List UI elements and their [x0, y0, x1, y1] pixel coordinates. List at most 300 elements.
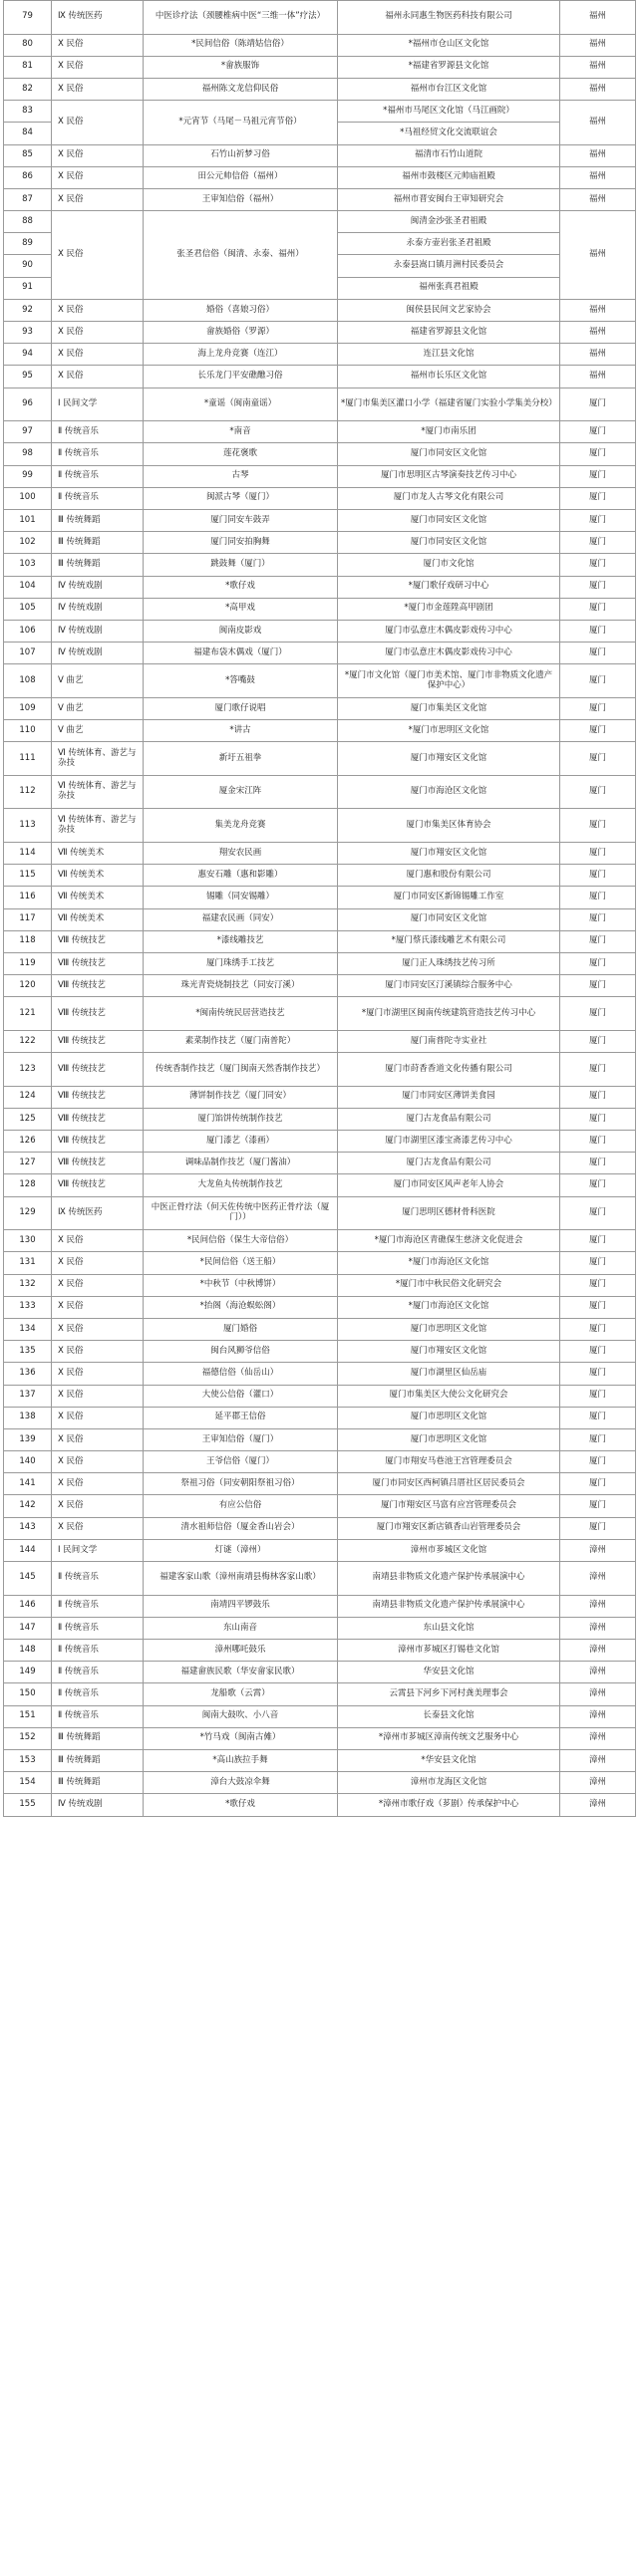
- cell-unit: *厦门市文化馆（厦门市美术馆、厦门市非物质文化遗产保护中心）: [338, 664, 560, 698]
- cell-name: 厦门同安车鼓弄: [144, 509, 338, 531]
- cell-unit: 永泰县嵩口镇月洲村民委员会: [338, 255, 560, 277]
- table-row: [4, 1683, 636, 1705]
- cell-area: 福州: [560, 366, 636, 387]
- cell-area: 厦门: [560, 421, 636, 443]
- cell-name: 薄饼制作技艺（厦门同安）: [144, 1086, 338, 1108]
- cell-area: 厦门: [560, 1086, 636, 1108]
- cell-unit: 福建省罗源县文化馆: [338, 322, 560, 344]
- cell-num: 111: [4, 742, 52, 776]
- cell-cat: Ⅹ 民俗: [52, 1407, 144, 1428]
- cell-cat: Ⅱ 传统音乐: [52, 1705, 144, 1727]
- cell-cat: Ⅹ 民俗: [52, 1451, 144, 1473]
- table-row: [4, 1772, 636, 1794]
- cell-unit: 厦门市同安区汀溪镇综合服务中心: [338, 975, 560, 997]
- cell-cat: Ⅹ 民俗: [52, 1252, 144, 1274]
- cell-unit: *厦门市海沧区文化馆: [338, 1296, 560, 1318]
- cell-area: 厦门: [560, 620, 636, 642]
- table-row: [4, 664, 636, 698]
- cell-name: *答嘴鼓: [144, 664, 338, 698]
- cell-unit: *厦门市湖里区闽南传统建筑营造技艺传习中心: [338, 997, 560, 1031]
- cell-unit: 厦门市文化馆: [338, 554, 560, 576]
- table-row: [4, 1053, 636, 1087]
- table-row: [4, 1086, 636, 1108]
- cell-name: 中医正骨疗法（何天佐传统中医药正骨疗法（厦门））: [144, 1196, 338, 1230]
- cell-num: 153: [4, 1749, 52, 1771]
- cell-unit: 厦门惠和股份有限公司: [338, 865, 560, 887]
- cell-name: 调味品制作技艺（厦门酱油）: [144, 1153, 338, 1174]
- cell-num: 118: [4, 930, 52, 952]
- table-row: [4, 1407, 636, 1428]
- table-row: [4, 78, 636, 100]
- cell-unit: 福州市晋安闽台王审知研究会: [338, 188, 560, 210]
- cell-name: 田公元帅信俗（福州）: [144, 166, 338, 188]
- cell-area: 漳州: [560, 1683, 636, 1705]
- table-row: [4, 620, 636, 642]
- cell-name: 厦门同安拍胸舞: [144, 532, 338, 554]
- cell-name: 翔安农民画: [144, 843, 338, 865]
- cell-unit: 云霄县下河乡下河村龚美理事会: [338, 1683, 560, 1705]
- table-row: [4, 487, 636, 509]
- table-row: [4, 1318, 636, 1340]
- cell-area: 厦门: [560, 865, 636, 887]
- table-row: [4, 1428, 636, 1450]
- cell-name: 厦门婚俗: [144, 1318, 338, 1340]
- cell-cat: Ⅹ 民俗: [52, 1363, 144, 1385]
- cell-unit: 南靖县非物质文化遗产保护传承展演中心: [338, 1562, 560, 1596]
- cell-name: 新圩五祖拳: [144, 742, 338, 776]
- cell-cat: Ⅹ 民俗: [52, 34, 144, 56]
- table-row: [4, 166, 636, 188]
- cell-num: 152: [4, 1727, 52, 1749]
- cell-unit: 厦门市集美区文化馆: [338, 697, 560, 719]
- cell-num: 115: [4, 865, 52, 887]
- cell-num: 110: [4, 720, 52, 742]
- table-row: [4, 144, 636, 166]
- cell-num: 101: [4, 509, 52, 531]
- cell-unit: 厦门市思明区文化馆: [338, 1428, 560, 1450]
- cell-num: 86: [4, 166, 52, 188]
- table-row: [4, 775, 636, 809]
- cell-area: 厦门: [560, 1407, 636, 1428]
- cell-area: 福州: [560, 211, 636, 300]
- cell-cat: Ⅹ 民俗: [52, 1428, 144, 1450]
- cell-unit: *福建省罗源县文化馆: [338, 56, 560, 78]
- cell-area: 厦门: [560, 720, 636, 742]
- table-row: [4, 952, 636, 974]
- cell-unit: 福州永同惠生物医药科技有限公司: [338, 1, 560, 35]
- cell-num: 128: [4, 1174, 52, 1196]
- cell-unit: 厦门市翔安区马富有应宫管理委员会: [338, 1495, 560, 1517]
- cell-area: 漳州: [560, 1705, 636, 1727]
- cell-num: 98: [4, 443, 52, 465]
- table-row: [4, 1252, 636, 1274]
- cell-name: 素菜制作技艺（厦门南普陀）: [144, 1030, 338, 1052]
- cell-name: 福建农民画（同安）: [144, 908, 338, 930]
- cell-num: 99: [4, 465, 52, 487]
- cell-unit: *厦门市集美区灌口小学（福建省厦门实验小学集美分校）: [338, 387, 560, 421]
- cell-unit: *福州市马尾区文化馆（马江画院）: [338, 101, 560, 123]
- cell-unit: *厦门市金莲陞高甲剧团: [338, 598, 560, 620]
- cell-cat: Ⅶ 传统美术: [52, 865, 144, 887]
- cell-num: 92: [4, 299, 52, 321]
- cell-area: 厦门: [560, 1473, 636, 1495]
- cell-cat: Ⅸ 传统医药: [52, 1196, 144, 1230]
- cell-unit: 厦门市翔安区文化馆: [338, 742, 560, 776]
- table-row: [4, 1640, 636, 1662]
- cell-unit: *厦门蔡氏漆线雕艺术有限公司: [338, 930, 560, 952]
- cell-area: 厦门: [560, 1153, 636, 1174]
- cell-unit: 福州市长乐区文化馆: [338, 366, 560, 387]
- cell-name: 海上龙舟竞赛（连江）: [144, 344, 338, 366]
- cell-num: 150: [4, 1683, 52, 1705]
- cell-num: 131: [4, 1252, 52, 1274]
- cell-num: 117: [4, 908, 52, 930]
- table-row: [4, 1363, 636, 1385]
- cell-unit: 厦门市同安区西柯镇吕厝社区居民委员会: [338, 1473, 560, 1495]
- cell-name: 南靖四平锣鼓乐: [144, 1595, 338, 1617]
- table-row: [4, 1473, 636, 1495]
- cell-name: 延平郡王信俗: [144, 1407, 338, 1428]
- table-row: [4, 509, 636, 531]
- cell-num: 124: [4, 1086, 52, 1108]
- cell-num: 145: [4, 1562, 52, 1596]
- cell-area: 福州: [560, 299, 636, 321]
- cell-name: 厦门馅饼传统制作技艺: [144, 1108, 338, 1130]
- cell-name: 大龙鱼丸传统制作技艺: [144, 1174, 338, 1196]
- cell-cat: Ⅹ 民俗: [52, 211, 144, 300]
- cell-area: 厦门: [560, 1318, 636, 1340]
- cell-cat: Ⅷ 传统技艺: [52, 997, 144, 1031]
- table-row: [4, 643, 636, 664]
- cell-area: 厦门: [560, 1230, 636, 1252]
- table-row: [4, 366, 636, 387]
- cell-name: 福建畲族民歌（华安畲家民歌）: [144, 1662, 338, 1683]
- cell-num: 132: [4, 1274, 52, 1296]
- table-row: [4, 1705, 636, 1727]
- cell-unit: 漳州市芗城区文化馆: [338, 1539, 560, 1561]
- cell-name: *竹马戏（闽南古傩）: [144, 1727, 338, 1749]
- cell-cat: Ⅷ 传统技艺: [52, 952, 144, 974]
- cell-name: 跳鼓舞（厦门）: [144, 554, 338, 576]
- cell-unit: 厦门市湖里区仙岳庙: [338, 1363, 560, 1385]
- cell-cat: Ⅱ 传统音乐: [52, 465, 144, 487]
- cell-name: 惠安石雕（惠和影雕）: [144, 865, 338, 887]
- cell-cat: Ⅹ 民俗: [52, 1230, 144, 1252]
- cell-cat: Ⅱ 传统音乐: [52, 1662, 144, 1683]
- cell-area: 厦门: [560, 1196, 636, 1230]
- table-row: [4, 576, 636, 598]
- cell-name: *闽南传统民居营造技艺: [144, 997, 338, 1031]
- cell-cat: Ⅴ 曲艺: [52, 720, 144, 742]
- cell-area: 厦门: [560, 775, 636, 809]
- cell-num: 102: [4, 532, 52, 554]
- cell-unit: 福清市石竹山道院: [338, 144, 560, 166]
- cell-unit: 厦门市集美区体育协会: [338, 809, 560, 843]
- cell-cat: Ⅲ 传统舞蹈: [52, 554, 144, 576]
- cell-unit: 厦门市翔安马巷池王宫管理委员会: [338, 1451, 560, 1473]
- cell-name: 厦门珠绣手工技艺: [144, 952, 338, 974]
- cell-num: 94: [4, 344, 52, 366]
- cell-num: 154: [4, 1772, 52, 1794]
- table-row: [4, 1230, 636, 1252]
- cell-num: 85: [4, 144, 52, 166]
- table-row: [4, 188, 636, 210]
- table-row: [4, 697, 636, 719]
- cell-num: 149: [4, 1662, 52, 1683]
- cell-cat: Ⅹ 民俗: [52, 1274, 144, 1296]
- table-row: [4, 1131, 636, 1153]
- table-row: [4, 930, 636, 952]
- cell-unit: 厦门市翔安区新店镇香山岩管理委员会: [338, 1517, 560, 1539]
- cell-num: 140: [4, 1451, 52, 1473]
- cell-cat: Ⅵ 传统体育、游艺与杂技: [52, 742, 144, 776]
- cell-unit: 厦门市同安区文化馆: [338, 443, 560, 465]
- table-row: [4, 809, 636, 843]
- cell-cat: Ⅹ 民俗: [52, 1517, 144, 1539]
- table-row: [4, 975, 636, 997]
- cell-num: 127: [4, 1153, 52, 1174]
- cell-unit: 东山县文化馆: [338, 1617, 560, 1639]
- table-row: [4, 1662, 636, 1683]
- cell-num: 107: [4, 643, 52, 664]
- table-row: [4, 1727, 636, 1749]
- cell-cat: Ⅹ 民俗: [52, 56, 144, 78]
- cell-area: 福州: [560, 344, 636, 366]
- cell-unit: 厦门南普陀寺实业社: [338, 1030, 560, 1052]
- cell-cat: Ⅶ 传统美术: [52, 908, 144, 930]
- cell-num: 155: [4, 1794, 52, 1816]
- cell-num: 121: [4, 997, 52, 1031]
- cell-area: 厦门: [560, 697, 636, 719]
- cell-area: 福州: [560, 166, 636, 188]
- cell-cat: Ⅷ 传统技艺: [52, 1053, 144, 1087]
- cell-name: 王审知信俗（厦门）: [144, 1428, 338, 1450]
- table-row: [4, 1617, 636, 1639]
- cell-num: 83: [4, 101, 52, 123]
- cell-area: 厦门: [560, 576, 636, 598]
- cell-name: *抬阁（海沧蜈蚣阁）: [144, 1296, 338, 1318]
- cell-num: 116: [4, 887, 52, 908]
- cell-unit: 长泰县文化馆: [338, 1705, 560, 1727]
- cell-name: 厦门漆艺（漆画）: [144, 1131, 338, 1153]
- cell-area: 厦门: [560, 1385, 636, 1407]
- cell-unit: *厦门市中秋民俗文化研究会: [338, 1274, 560, 1296]
- cell-cat: Ⅷ 传统技艺: [52, 1153, 144, 1174]
- table-row: [4, 1562, 636, 1596]
- cell-num: 114: [4, 843, 52, 865]
- cell-unit: 闽侯县民间文艺家协会: [338, 299, 560, 321]
- cell-cat: Ⅳ 传统戏剧: [52, 1794, 144, 1816]
- cell-unit: *厦门市思明区文化馆: [338, 720, 560, 742]
- cell-cat: Ⅱ 传统音乐: [52, 443, 144, 465]
- cell-name: *元宵节（马尾－马祖元宵节俗）: [144, 101, 338, 144]
- cell-unit: 厦门市弘意庄木偶皮影戏传习中心: [338, 620, 560, 642]
- cell-num: 90: [4, 255, 52, 277]
- cell-name: 古琴: [144, 465, 338, 487]
- cell-area: 厦门: [560, 1131, 636, 1153]
- cell-unit: 厦门市同安区文化馆: [338, 532, 560, 554]
- cell-unit: 厦门市龙人古琴文化有限公司: [338, 487, 560, 509]
- cell-area: 厦门: [560, 952, 636, 974]
- cell-unit: 厦门思明区德材骨科医院: [338, 1196, 560, 1230]
- cell-name: 厦金宋江阵: [144, 775, 338, 809]
- cell-name: *高山族拉手舞: [144, 1749, 338, 1771]
- cell-unit: 厦门市翔安区文化馆: [338, 843, 560, 865]
- table-row: [4, 1108, 636, 1130]
- table-row: [4, 1539, 636, 1561]
- cell-cat: Ⅰ 民间文学: [52, 1539, 144, 1561]
- cell-area: 厦门: [560, 509, 636, 531]
- cell-unit: 厦门市同安区风声老年人协会: [338, 1174, 560, 1196]
- cell-num: 135: [4, 1341, 52, 1363]
- cell-cat: Ⅸ 传统医药: [52, 1, 144, 35]
- cell-area: 漳州: [560, 1595, 636, 1617]
- cell-area: 福州: [560, 188, 636, 210]
- cell-unit: 漳州市龙海区文化馆: [338, 1772, 560, 1794]
- cell-area: 福州: [560, 78, 636, 100]
- cell-cat: Ⅶ 传统美术: [52, 843, 144, 865]
- cell-name: *歌仔戏: [144, 576, 338, 598]
- cell-name: 祭祖习俗（同安朝阳祭祖习俗）: [144, 1473, 338, 1495]
- cell-name: 莲花褒歌: [144, 443, 338, 465]
- cell-unit: 华安县文化馆: [338, 1662, 560, 1683]
- cell-area: 厦门: [560, 465, 636, 487]
- heritage-table: [3, 0, 636, 1817]
- cell-area: 福州: [560, 1, 636, 35]
- cell-unit: 厦门市同安区文化馆: [338, 509, 560, 531]
- cell-unit: 厦门古龙食品有限公司: [338, 1153, 560, 1174]
- cell-unit: 厦门市思明区文化馆: [338, 1318, 560, 1340]
- cell-unit: 厦门市莳香香道文化传播有限公司: [338, 1053, 560, 1087]
- table-row: [4, 908, 636, 930]
- cell-cat: Ⅷ 传统技艺: [52, 930, 144, 952]
- cell-num: 80: [4, 34, 52, 56]
- cell-cat: Ⅲ 传统舞蹈: [52, 532, 144, 554]
- cell-area: 福州: [560, 322, 636, 344]
- cell-name: *漆线雕技艺: [144, 930, 338, 952]
- cell-cat: Ⅷ 传统技艺: [52, 1174, 144, 1196]
- cell-cat: Ⅹ 民俗: [52, 366, 144, 387]
- cell-area: 福州: [560, 144, 636, 166]
- cell-area: 厦门: [560, 1296, 636, 1318]
- cell-unit: 厦门市弘意庄木偶皮影戏传习中心: [338, 643, 560, 664]
- cell-area: 漳州: [560, 1539, 636, 1561]
- cell-area: 厦门: [560, 1030, 636, 1052]
- table-row: [4, 1296, 636, 1318]
- cell-name: 闽南大鼓吹、小八音: [144, 1705, 338, 1727]
- cell-cat: Ⅷ 传统技艺: [52, 1108, 144, 1130]
- cell-num: 123: [4, 1053, 52, 1087]
- table-row: [4, 887, 636, 908]
- cell-num: 113: [4, 809, 52, 843]
- table-row: [4, 742, 636, 776]
- cell-num: 96: [4, 387, 52, 421]
- table-row: [4, 1794, 636, 1816]
- cell-area: 厦门: [560, 1428, 636, 1450]
- cell-area: 厦门: [560, 598, 636, 620]
- cell-num: 82: [4, 78, 52, 100]
- cell-area: 漳州: [560, 1640, 636, 1662]
- cell-name: 王审知信俗（福州）: [144, 188, 338, 210]
- cell-area: 厦门: [560, 487, 636, 509]
- cell-cat: Ⅷ 传统技艺: [52, 1086, 144, 1108]
- table-row: [4, 1495, 636, 1517]
- cell-num: 139: [4, 1428, 52, 1450]
- table-row: [4, 211, 636, 233]
- table-row: [4, 720, 636, 742]
- cell-num: 104: [4, 576, 52, 598]
- cell-area: 厦门: [560, 908, 636, 930]
- cell-name: 王爷信俗（厦门）: [144, 1451, 338, 1473]
- cell-unit: 厦门市集美区大使公文化研究会: [338, 1385, 560, 1407]
- cell-area: 厦门: [560, 843, 636, 865]
- cell-num: 143: [4, 1517, 52, 1539]
- table-row: [4, 1, 636, 35]
- cell-num: 95: [4, 366, 52, 387]
- cell-area: 厦门: [560, 930, 636, 952]
- cell-num: 108: [4, 664, 52, 698]
- cell-area: 厦门: [560, 1108, 636, 1130]
- cell-name: 锡雕（同安锡雕）: [144, 887, 338, 908]
- cell-num: 129: [4, 1196, 52, 1230]
- cell-cat: Ⅶ 传统美术: [52, 887, 144, 908]
- cell-num: 142: [4, 1495, 52, 1517]
- cell-num: 88: [4, 211, 52, 233]
- cell-cat: Ⅱ 传统音乐: [52, 421, 144, 443]
- cell-unit: 永泰方壶岩张圣君祖殿: [338, 233, 560, 255]
- cell-area: 厦门: [560, 532, 636, 554]
- cell-num: 103: [4, 554, 52, 576]
- cell-unit: *漳州市歌仔戏（芗剧）传承保护中心: [338, 1794, 560, 1816]
- cell-name: *民间信俗（送王船）: [144, 1252, 338, 1274]
- cell-cat: Ⅹ 民俗: [52, 1495, 144, 1517]
- cell-cat: Ⅱ 传统音乐: [52, 1562, 144, 1596]
- cell-cat: Ⅲ 传统舞蹈: [52, 1772, 144, 1794]
- cell-area: 厦门: [560, 809, 636, 843]
- cell-area: 漳州: [560, 1794, 636, 1816]
- cell-cat: Ⅹ 民俗: [52, 78, 144, 100]
- cell-unit: *厦门歌仔戏研习中心: [338, 576, 560, 598]
- table-row: [4, 1595, 636, 1617]
- cell-unit: *漳州市芗城区漳南传统文艺服务中心: [338, 1727, 560, 1749]
- table-row: [4, 865, 636, 887]
- cell-unit: 厦门市思明区文化馆: [338, 1407, 560, 1428]
- cell-unit: *厦门市南乐团: [338, 421, 560, 443]
- cell-area: 厦门: [560, 975, 636, 997]
- cell-cat: Ⅹ 民俗: [52, 322, 144, 344]
- cell-area: 厦门: [560, 997, 636, 1031]
- cell-area: 漳州: [560, 1662, 636, 1683]
- cell-area: 厦门: [560, 1341, 636, 1363]
- cell-num: 151: [4, 1705, 52, 1727]
- table-row: [4, 1451, 636, 1473]
- cell-cat: Ⅵ 传统体育、游艺与杂技: [52, 775, 144, 809]
- table-row: [4, 1385, 636, 1407]
- cell-area: 漳州: [560, 1562, 636, 1596]
- cell-name: 厦门歌仔说唱: [144, 697, 338, 719]
- cell-num: 93: [4, 322, 52, 344]
- cell-area: 漳州: [560, 1749, 636, 1771]
- cell-num: 125: [4, 1108, 52, 1130]
- cell-unit: 厦门市同安区薄饼美食园: [338, 1086, 560, 1108]
- cell-num: 144: [4, 1539, 52, 1561]
- cell-num: 97: [4, 421, 52, 443]
- cell-area: 厦门: [560, 643, 636, 664]
- cell-name: 闽台风狮爷信俗: [144, 1341, 338, 1363]
- table-row: [4, 1174, 636, 1196]
- table-row: [4, 1341, 636, 1363]
- cell-cat: Ⅴ 曲艺: [52, 664, 144, 698]
